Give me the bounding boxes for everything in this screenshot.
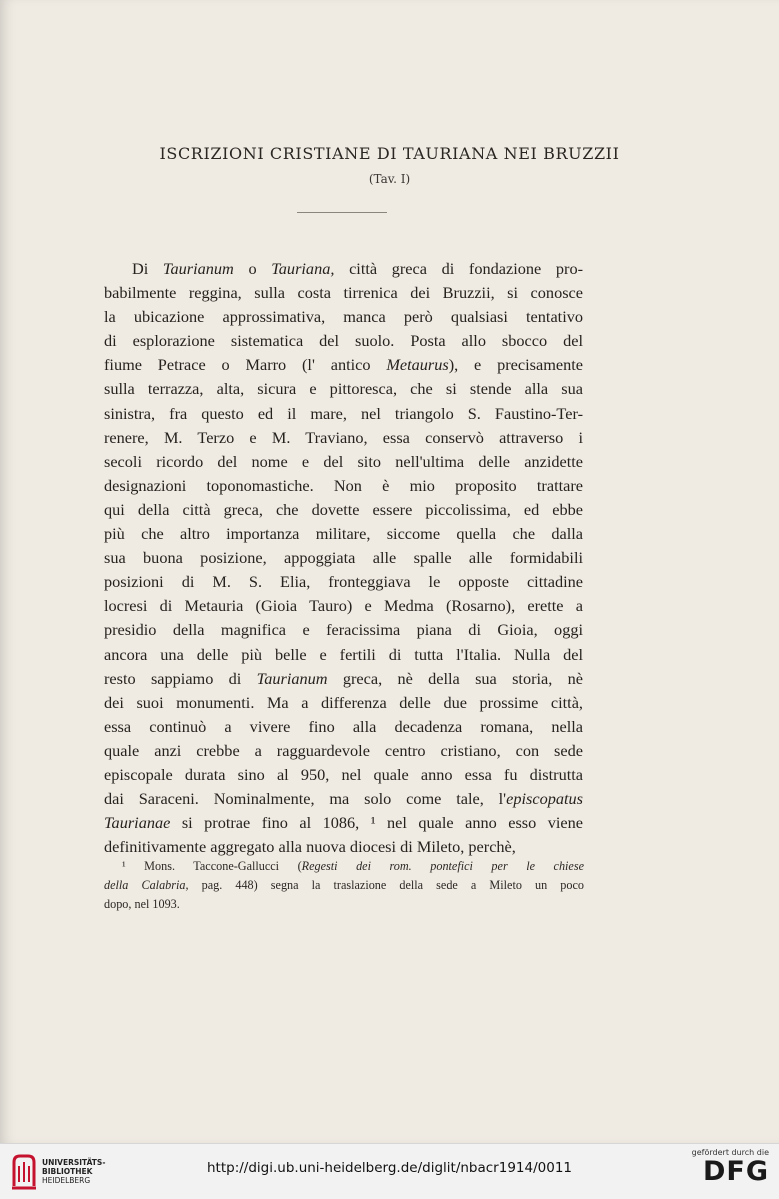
- text-line: presidio della magnifica e feracissima piana di Gioia, oggi: [104, 620, 583, 640]
- text-line: locresi di Metauria (Gioia Tauro) e Medma (Rosarno), erette a: [104, 596, 583, 616]
- title-divider: [297, 212, 387, 213]
- text-line: renere, M. Terzo e M. Traviano, essa conservò attraverso i: [104, 427, 583, 447]
- text-line: babilmente reggina, sulla costa tirrenica dei Bruzzii, si conosce: [104, 283, 583, 303]
- italic-term: Metaurus: [386, 355, 449, 375]
- sponsor-tag: gefördert durch die: [691, 1148, 769, 1157]
- page-title: ISCRIZIONI CRISTIANE DI TAURIANA NEI BRUZZII: [159, 144, 620, 163]
- logo-line-1: UNIVERSITÄTS-: [42, 1158, 106, 1167]
- text-line: di esplorazione sistematica del suolo. Posta allo sbocco del: [104, 331, 583, 351]
- italic-term: episcopatus: [506, 789, 583, 809]
- logo-line-3: HEIDELBERG: [42, 1176, 91, 1185]
- text-line: sinistra, fra questo ed il mare, nel triangolo S. Faustino-Ter-: [104, 403, 583, 423]
- italic-term: Regesti dei rom. pontefici per le chiese: [301, 859, 584, 873]
- italic-term: Taurianae: [104, 813, 171, 833]
- text-line: ancora una delle più belle e fertili di tutta l'Italia. Nulla del: [104, 644, 583, 664]
- italic-term: Taurianum: [162, 259, 234, 278]
- text-line: fiume Petrace o Marro (l' antico Metaurus), e precisamente: [104, 355, 583, 375]
- text-line: Di Taurianum o Tauriana, città greca di fondazione pro-: [132, 259, 584, 278]
- text-line: episcopale durata sino al 950, nel quale anno essa fu distrutta: [104, 764, 583, 784]
- italic-term: Tauriana,: [271, 259, 335, 278]
- dfg-logo[interactable]: [679, 1148, 769, 1194]
- text-line: qui della città greca, che dovette essere piccolissima, ed ebbe: [104, 499, 583, 519]
- text-line: designazioni toponomastiche. Non è mio proposito trattare: [104, 475, 583, 495]
- italic-term: della Calabria,: [104, 878, 189, 892]
- footnote: [104, 857, 584, 914]
- page-subtitle: (Tav. I): [368, 172, 411, 186]
- text-line: sua buona posizione, appoggiata alle spalle alle formidabili: [104, 548, 583, 568]
- text-line: definitivamente aggregato alla nuova diocesi di Mileto, perchè,: [104, 837, 516, 857]
- text-line: resto sappiamo di Taurianum greca, nè della sua storia, nè: [104, 668, 584, 688]
- text-line: posizioni di M. S. Elia, fronteggiava le opposte cittadine: [104, 572, 583, 592]
- text-line: secoli ricordo del nome e del sito nell'ultima delle anzidette: [104, 451, 583, 471]
- text-line: la ubicazione approssimativa, manca però qualsiasi tentativo: [104, 307, 583, 327]
- body-text: [104, 257, 583, 859]
- permalink-url[interactable]: http://digi.ub.uni-heidelberg.de/diglit/nbacr1914/0011: [206, 1160, 572, 1176]
- text-line: essa continuò a vivere fino alla decadenza romana, nella: [104, 716, 583, 736]
- text-line: dai Saraceni. Nominalmente, ma solo come tale, l'episcopatus: [104, 789, 583, 809]
- text-line: Taurianae si protrae fino al 1086, ¹ nel quale anno esso viene: [104, 813, 583, 833]
- text-line: quale anzi crebbe a ragguardevole centro cristiano, con sede: [104, 740, 583, 760]
- italic-term: Taurianum: [256, 668, 328, 688]
- text-line: sulla terrazza, alta, sicura e pittoresca, che si stende alla sua: [104, 379, 583, 399]
- logo-line-2: BIBLIOTHEK: [42, 1167, 93, 1176]
- dfg-wordmark: DFG: [702, 1156, 769, 1187]
- footnote-line: della Calabria, pag. 448) segna la traslazione della sede a Mileto un poco: [104, 878, 584, 892]
- footnote-line: dopo, nel 1093.: [104, 897, 180, 911]
- text-line: più che altro importanza militare, siccome quella che dalla: [104, 524, 583, 544]
- viewer-footer: [0, 1143, 779, 1199]
- footnote-line: ¹ Mons. Taccone-Gallucci (Regesti dei rom. pontefici per le chiese: [122, 859, 584, 873]
- text-line: dei suoi monumenti. Ma a differenza delle due prossime città,: [104, 692, 583, 712]
